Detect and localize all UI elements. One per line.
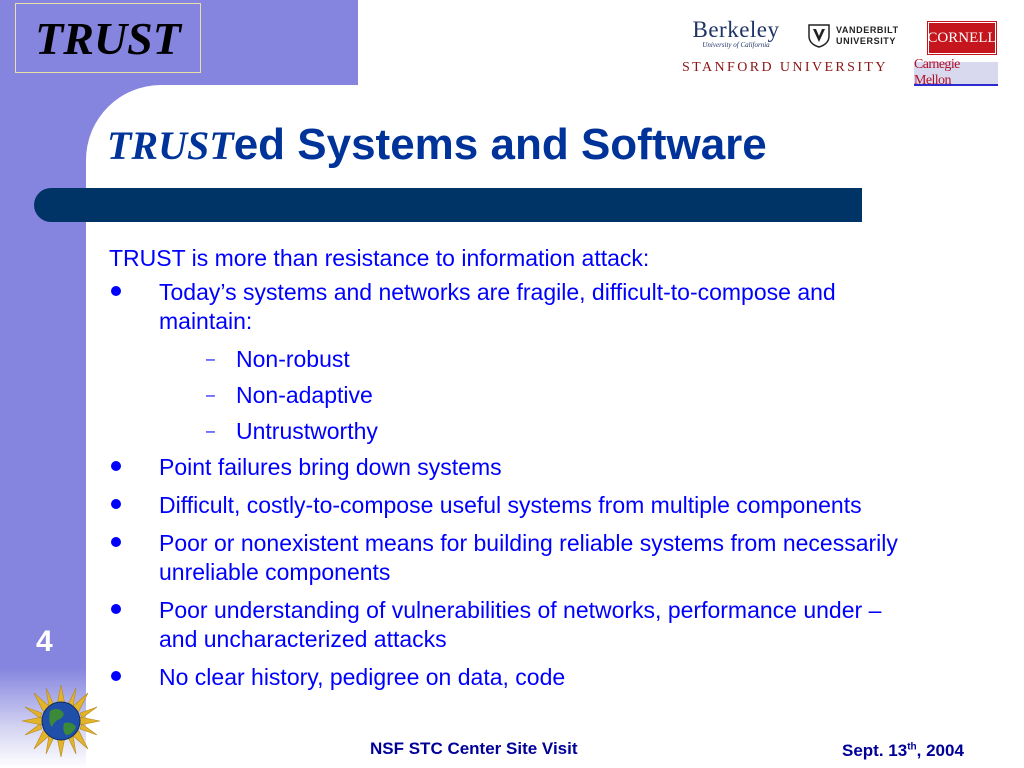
berkeley-logo-text: Berkeley (692, 17, 780, 42)
bullet-text: Poor understanding of vulnerabilities of networks, performance under – and uncharacterized attacks (159, 597, 882, 652)
berkeley-logo-subtext: University of California (702, 41, 770, 49)
slide-title (107, 120, 767, 170)
footer-center-text: NSF STC Center Site Visit (370, 739, 578, 758)
vanderbilt-line2: UNIVERSITY (836, 36, 897, 46)
bullet-dot-icon (111, 537, 121, 547)
slide-body (109, 244, 909, 701)
trust-logo (15, 3, 201, 73)
bullet-item (109, 663, 909, 692)
bullet-text: Poor or nonexistent means for building reliable systems from necessarily unreliable components (159, 530, 898, 585)
bullet-dot-icon (111, 461, 121, 471)
footer-date (842, 741, 964, 761)
sub-bullet-text: Non-adaptive (236, 382, 373, 408)
sub-bullet-dash: – (206, 423, 215, 440)
sub-bullet-text: Untrustworthy (236, 418, 378, 444)
cornell-logo (928, 22, 996, 54)
bullet-item (109, 278, 909, 336)
bullet-item (109, 491, 909, 520)
sub-bullet-dash: – (206, 351, 215, 368)
sub-bullet-item (109, 417, 909, 446)
nsf-globe-icon (22, 685, 100, 757)
slide-number: 4 (36, 625, 53, 658)
bullet-item (109, 529, 909, 587)
cornell-logo-text: CORNELL (927, 29, 997, 46)
bullet-dot-icon (111, 604, 121, 614)
bullet-dot-icon (111, 286, 121, 296)
carnegie-mellon-logo-text: Carnegie Mellon (914, 57, 960, 88)
vanderbilt-line1: VANDERBILT (836, 25, 899, 35)
berkeley-logo (684, 18, 788, 49)
footer-date-sup: th (907, 741, 917, 753)
bullet-dot-icon (111, 499, 121, 509)
sub-bullet-dash: – (206, 387, 215, 404)
footer-date-prefix: Sept. 13 (842, 741, 908, 760)
sub-bullet-item (109, 381, 909, 410)
lead-text: TRUST is more than resistance to information attack: (109, 245, 650, 271)
sub-bullet-text: Non-robust (236, 346, 350, 372)
slide-title-trust: TRUST (107, 123, 234, 168)
bullet-text: Point failures bring down systems (159, 454, 502, 480)
vanderbilt-shield-icon (808, 24, 830, 48)
carnegie-mellon-logo (914, 57, 998, 88)
bullet-item (109, 453, 909, 482)
bullet-dot-icon (111, 671, 121, 681)
stanford-logo: STANFORD UNIVERSITY (682, 60, 888, 75)
trust-logo-text: TRUST (35, 12, 181, 64)
footer-date-suffix: , 2004 (916, 741, 964, 760)
bullet-text: No clear history, pedigree on data, code (159, 664, 566, 690)
title-rule-bar (34, 188, 862, 222)
partner-logos (670, 14, 1010, 94)
bullet-text: Today’s systems and networks are fragile, difficult-to-compose and maintain: (159, 279, 836, 334)
slide-title-main: ed Systems and Software (233, 120, 767, 169)
bullet-item (109, 596, 909, 654)
vanderbilt-logo (808, 24, 899, 48)
sub-bullet-item (109, 345, 909, 374)
sub-bullet-list (109, 345, 909, 446)
bullet-text: Difficult, costly-to-compose useful systems from multiple components (159, 492, 862, 518)
